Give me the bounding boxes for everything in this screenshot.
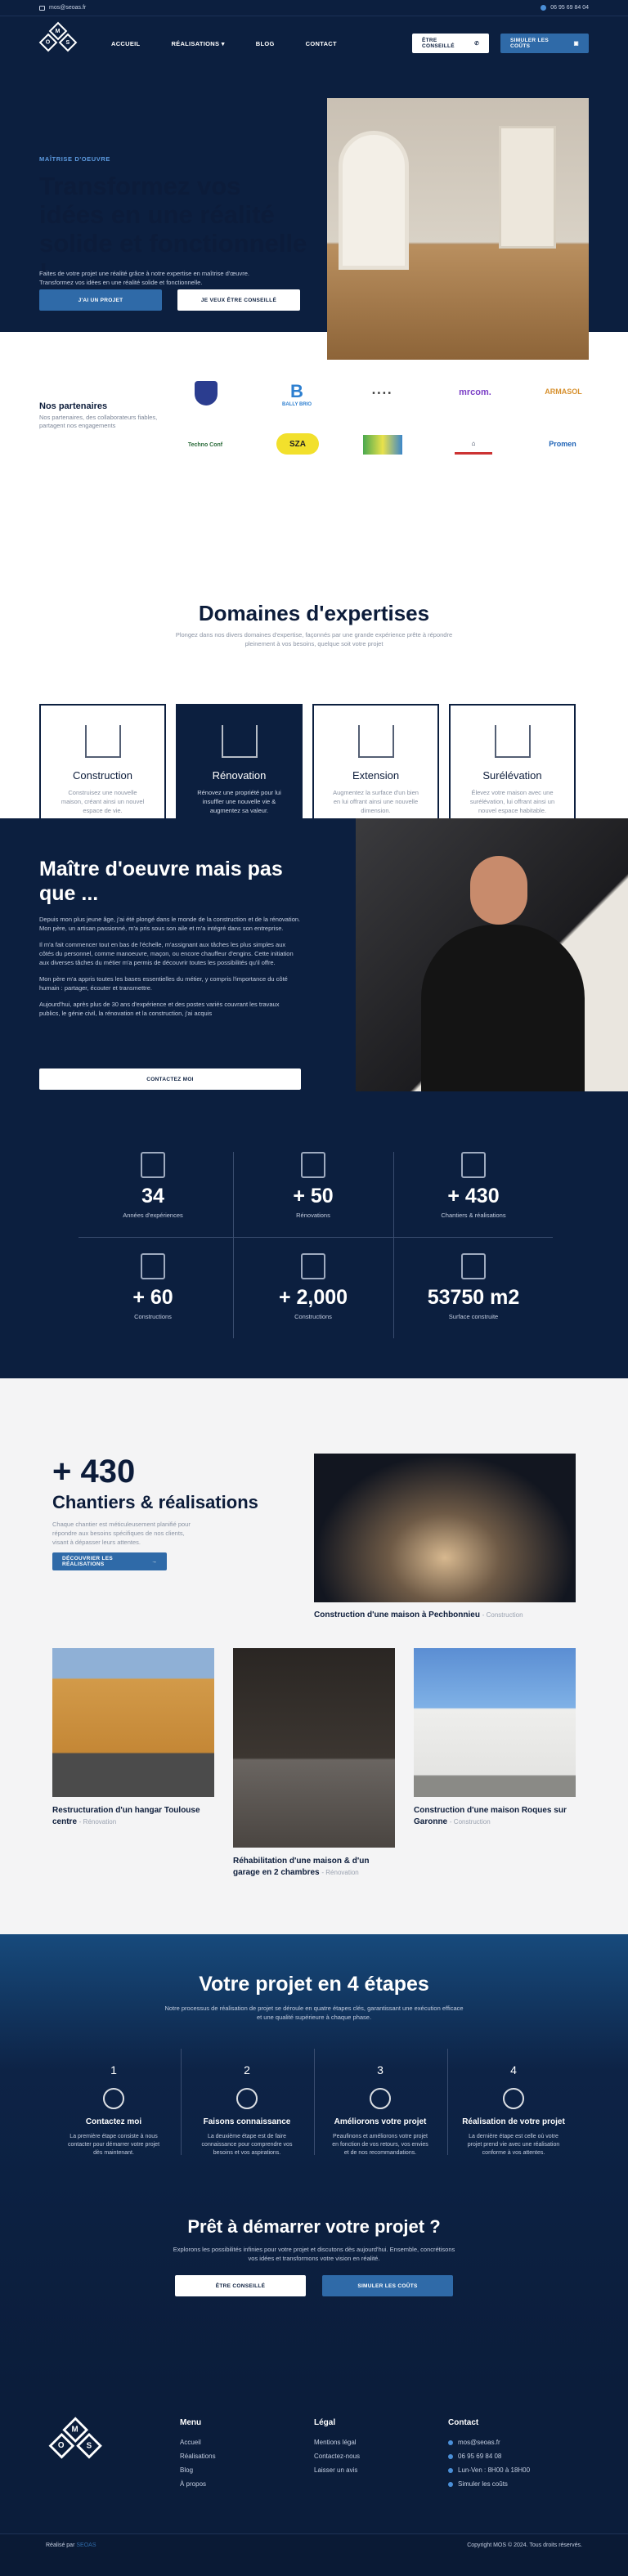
footer-bottom-bar [0,2533,628,2576]
advice-button-label: ÊTRE CONSEILLÉ [422,38,455,49]
partner-logo-bally-text: BALLY BRIO [282,402,312,407]
steps-title: Votre projet en 4 étapes [199,1973,429,1996]
topbar-email[interactable] [39,5,86,11]
step-4 [448,2063,579,2157]
card-title: Rénovation [212,769,267,782]
footer-logo[interactable] [49,2421,101,2473]
project-button[interactable] [39,289,162,311]
mail-icon [39,6,45,11]
about-text [39,915,301,1025]
project-image-roques[interactable] [414,1648,576,1797]
card-title: Surélévation [482,769,542,782]
step-title: Contactez moi [85,2117,142,2126]
project-title-pechbonnieu[interactable] [314,1610,576,1621]
logo-letter: M [56,28,61,34]
project-title-text[interactable]: Réhabilitation d'une maison & d'un garage en 2 chambres [233,1857,370,1877]
footer-link[interactable]: Mentions légal [314,2439,357,2446]
footer-contact-simulate-text[interactable]: Simuler les coûts [458,2480,508,2488]
image-door [499,126,556,249]
house-icon [301,1152,325,1178]
nav-links [111,40,337,47]
contact-me-label: CONTACTEZ MOI [146,1076,194,1082]
about-title: Maître d'oeuvre mais pas que ... [39,858,283,905]
project-image-pechbonnieu[interactable] [314,1454,576,1602]
step-number: 1 [110,2063,117,2076]
footer-legal [314,2418,360,2480]
step-1 [48,2063,179,2157]
projects-count: + 430 [52,1454,136,1490]
nav-link-accueil[interactable]: ACCUEIL [111,39,141,47]
nav-link-blog[interactable]: BLOG [255,39,275,47]
stat-label: Rénovations [296,1212,330,1219]
footer-contact-phone[interactable] [448,2453,530,2460]
brain-icon [370,2088,391,2109]
partners-section [0,332,628,483]
project-title-text[interactable]: Construction d'une maison à Pechbonnieu [314,1611,480,1620]
stat-surface [400,1253,547,1320]
crane-icon [141,1253,165,1279]
expertise-title: Domaines d'expertises [198,601,430,625]
cta-advice-label: ÊTRE CONSEILLÉ [215,2283,266,2289]
award-icon [141,1152,165,1178]
stat-number: 53750 m2 [427,1286,520,1309]
phone-icon [103,2088,124,2109]
project-title-roques[interactable] [414,1805,576,1828]
excavator-icon [461,1253,486,1279]
hero-text: Faites de votre projet une réalité grâce à notre expertise en maîtrise d'œuvre. Transformez vos idées en une réalité solide et fonctionnelle. [39,270,249,286]
hero-kicker: MAÎTRISE D'OEUVRE [39,155,110,163]
footer-contact-email-text[interactable]: mos@seoas.fr [458,2439,500,2446]
step-3 [315,2063,446,2157]
image-arched-window [339,131,409,270]
footer-contact-hours [448,2466,530,2474]
trophy-icon [503,2088,524,2109]
footer-link[interactable]: Accueil [180,2439,201,2446]
nav-link-realisations-label[interactable]: RÉALISATIONS [171,39,220,47]
arrow-right-icon: → [151,1558,157,1565]
card-text: Élevez votre maison avec une surélévation, lui offrant ainsi un nouvel espace habitable. [469,789,555,814]
footer-menu [180,2418,216,2494]
step-text: La première étape consiste à nous contacter pour démarrer votre projet dès maintenant. [67,2134,160,2156]
nav-link-contact[interactable]: CONTACT [305,39,337,47]
partner-logo-armasol: ARMASOL [545,388,582,396]
building-icon [301,1253,325,1279]
hero-title: Transformez vos idées en une réalité solide et fonctionnelle ! [39,172,307,286]
house-extension-icon [358,725,394,758]
footer-link[interactable]: À propos [180,2480,207,2488]
project-tag: - Rénovation [321,1869,359,1876]
stat-label: Constructions [134,1313,172,1320]
cta-text: Explorons les possibilités infinies pour votre projet et discutons dès aujourd'hui. Ensemble, concrétisons vos idées et transformons votre vision en réalité. [173,2246,455,2262]
partner-logo-mrcom: mrcom. [459,388,491,397]
house-construction-icon [85,725,121,758]
phone-icon [541,5,546,11]
project-tag: - Construction [482,1611,523,1619]
card-text: Rénovez une propriété pour lui insuffler une nouvelle vie & augmentez sa valeur. [197,789,281,814]
phone-icon: ✆ [474,41,479,47]
copyright: Copyright MOS © 2024. Tous droits réservés. [467,2542,582,2548]
partner-logo-sza: SZA [276,433,319,455]
projects-section [0,1378,628,1934]
stats-divider [393,1152,394,1338]
portrait-head [470,856,527,925]
step-number: 4 [510,2063,517,2076]
stat-number: + 430 [447,1185,500,1207]
calculator-icon: ▣ [573,41,579,47]
partner-logo-bally-mark: B [290,381,303,401]
partner-logo-colored [363,435,402,455]
simulate-costs-label: SIMULER LES COÛTS [510,38,549,49]
logo-letter: S [65,39,70,46]
project-tag: - Rénovation [78,1818,117,1826]
steps-subtitle: Notre processus de réalisation de projet se déroule en quatre étapes clés, garantissant une exécution efficace et une qualité supérieure à chaque phase. [164,2005,464,2021]
mail-icon [448,2440,453,2445]
stat-experience [79,1152,227,1219]
hero-section [0,70,628,332]
partners-text: Nos partenaires, des collaborateurs fiables, partagent nos engagements [39,414,158,429]
stat-label: Chantiers & réalisations [441,1212,506,1219]
project-image-garage[interactable] [233,1648,395,1848]
clock-icon [448,2468,453,2473]
logo-letter: S [86,2441,92,2450]
phone-icon [448,2454,453,2459]
footer-link[interactable]: Blog [180,2466,194,2474]
step-text: La dernière étape est celle où votre projet prend vie avec une réalisation conforme à vos attentes. [467,2134,560,2156]
footer-contact-phone-text[interactable]: 06 95 69 84 08 [458,2453,502,2460]
footer [0,2388,628,2576]
expertise-section [0,483,628,818]
discover-projects-label: DÉCOUVRIER LES RÉALISATIONS [62,1556,113,1567]
be-advised-button[interactable] [177,289,300,311]
project-image-hangar[interactable] [52,1648,214,1797]
footer-contact-title: Contact [448,2418,479,2427]
partner-logo-techno: Techno Conf [187,441,223,448]
project-tag: - Construction [449,1818,491,1826]
partner-logo-shield [195,381,218,405]
top-bar [0,0,628,16]
partner-logo-roof: ⌂ [455,435,492,455]
footer-contact-email[interactable] [448,2439,530,2446]
worker-icon [461,1152,486,1178]
footer-link[interactable]: Laisser un avis [314,2466,358,2474]
logo-letter: O [58,2441,65,2450]
footer-legal-title: Légal [314,2418,336,2427]
be-advised-label: JE VEUX ÊTRE CONSEILLÉ [200,297,277,303]
stats-divider [233,1152,234,1338]
nav-buttons [412,34,589,53]
footer-contact-simulate[interactable] [448,2480,530,2488]
stat-constructions-2 [240,1253,387,1320]
topbar-phone-text[interactable]: 06 95 69 84 04 [550,5,589,11]
project-title-hangar[interactable] [52,1805,214,1828]
logo-letter: M [72,2426,79,2435]
advice-button[interactable] [412,34,489,53]
card-text: Construisez une nouvelle maison, créant ainsi un nouvel espace de vie. [61,789,145,814]
hero-interior-image [327,98,589,360]
house-renovation-icon [222,725,258,758]
calculator-icon [448,2482,453,2487]
house-elevation-icon [495,725,531,758]
about-paragraph: Aujourd'hui, après plus de 30 ans d'expérience et des postes variés couvrant les travaux publics, le génie civil, la rénovation et la construction, j'ai acquis [39,1001,280,1017]
step-number: 2 [244,2063,250,2076]
project-title-garage[interactable] [233,1856,395,1879]
stat-renovations [240,1152,387,1219]
card-text: Augmentez la surface d'un bien en lui offrant ainsi une nouvelle dimension. [333,789,419,814]
project-button-label: J'AI UN PROJET [78,297,123,303]
partner-logo-generic: ■ ■ ■ ■ [372,391,392,396]
about-paragraph: Depuis mon plus jeune âge, j'ai été plongé dans le monde de la construction et de la rénovation. Mon père, un artisan passionné, m'a pris sous son aile et m'a intégré dans son entreprise. [39,916,301,932]
made-by [46,2542,96,2548]
project-title-text[interactable]: Restructuration d'un hangar Toulouse centre [52,1806,200,1826]
partners-title: Nos partenaires [39,401,108,411]
discover-projects-button[interactable] [52,1552,167,1570]
stat-label: Constructions [294,1313,332,1320]
footer-link[interactable]: Réalisations [180,2453,216,2460]
handshake-icon [236,2088,258,2109]
logo[interactable] [39,25,77,62]
step-title: Faisons connaissance [203,2117,291,2126]
about-paragraph: Mon père m'a appris toutes les bases essentielles du métier, y compris l'importance du côté humain : partager, écouter et transmettre. [39,975,288,992]
step-title: Améliorons votre projet [334,2117,427,2126]
projects-text: Chaque chantier est méticuleusement planifié pour répondre aux besoins spécifiques de nos clients, visant à dépasser leurs attentes. [52,1521,191,1546]
cta-title: Prêt à démarrer votre projet ? [187,2216,441,2237]
steps-section [0,1934,628,2388]
step-title: Réalisation de votre projet [462,2117,565,2126]
project-title-text[interactable]: Construction d'une maison Roques sur Garonne [414,1806,567,1826]
partner-logo-promen: Promen [549,440,576,448]
stat-worksites [400,1152,547,1219]
simulate-costs-button[interactable] [500,34,589,53]
stat-label: Surface construite [448,1313,499,1320]
main-nav [0,16,628,70]
stat-number: + 50 [293,1185,334,1207]
topbar-phone[interactable] [541,5,589,11]
stat-number: 34 [141,1185,164,1207]
step-2 [182,2063,312,2157]
chevron-down-icon: ▾ [221,39,225,47]
footer-link[interactable]: Contactez-nous [314,2453,361,2460]
contact-me-button[interactable] [39,1068,301,1090]
footer-contact-hours-text: Lun-Ven : 8H00 à 18H00 [458,2466,531,2474]
stat-number: + 2,000 [278,1286,348,1309]
partner-logo-bally [282,378,312,410]
about-section [0,818,628,1378]
made-by-label: Réalisé par [46,2542,75,2548]
cta-simulate-label: SIMULER LES COÛTS [357,2283,418,2289]
portrait-body [421,925,585,1091]
footer-menu-title: Menu [180,2418,202,2427]
card-title: Extension [352,769,400,782]
stat-constructions [79,1253,227,1320]
logo-letter: O [46,39,51,46]
stats-divider [78,1237,553,1238]
cta-advice-button[interactable] [175,2275,306,2296]
cta-simulate-button[interactable] [322,2275,453,2296]
step-text: La deuxième étape est de faire connaissance pour comprendre vos besoins et vos aspirations. [201,2134,293,2156]
made-by-link[interactable]: SEOAS [76,2542,96,2548]
stat-label: Années d'expériences [123,1212,183,1219]
projects-title: Chantiers & réalisations [52,1492,258,1512]
footer-contact [448,2418,530,2494]
card-title: Construction [73,769,132,782]
stat-number: + 60 [132,1286,173,1309]
topbar-email-text[interactable]: mos@seoas.fr [49,5,87,11]
nav-link-realisations[interactable] [171,40,224,47]
step-text: Peaufinons et améliorons votre projet en fonction de vos retours, vos envies et de nos recommandations. [332,2134,428,2156]
about-paragraph: Il m'a fait commencer tout en bas de l'échelle, m'assignant aux tâches les plus simples aux côtés du personnel, comme manoeuvre, maçon, ou encore chauffeur d'engins. Cette initiation aux diverses tâches du métier m'a permis de découvrir toutes les possibilités qu'il offre. [39,941,294,966]
portrait-photo [356,818,628,1091]
step-number: 3 [377,2063,384,2076]
expertise-subtitle: Plongez dans nos divers domaines d'expertise, façonnés par une grande expérience prête à répondre pleinement à vos besoins, quelque soit votre projet [175,631,453,647]
